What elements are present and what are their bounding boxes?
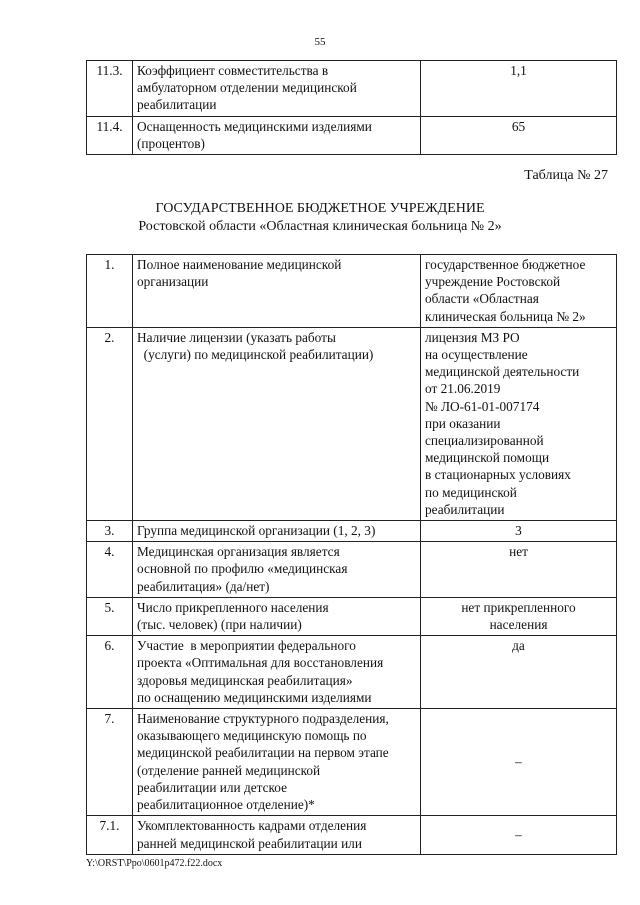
label-line: реабилитации или детское <box>137 779 288 795</box>
label-line: Наименование структурного подразделения, <box>137 711 389 727</box>
value-line: нет прикрепленного <box>461 599 576 615</box>
value-line: области «Областная <box>425 291 539 307</box>
table-row <box>87 542 617 598</box>
row-value <box>421 597 617 635</box>
value-line: реабилитации <box>425 501 505 517</box>
label-line: амбулаторном отделении медицинской <box>137 80 357 96</box>
label-line: здоровья медицинская реабилитация» <box>137 672 353 688</box>
value-line: клиническая больница № 2» <box>425 308 586 324</box>
value-line: на осуществление <box>425 347 528 363</box>
org-title-line: Ростовской области «Областная клиническая больница № 2» <box>138 219 502 234</box>
row-label <box>133 816 421 854</box>
table-row <box>87 636 617 709</box>
table-row <box>87 597 617 635</box>
row-value: 3 <box>421 521 617 542</box>
label-line: (отделение ранней медицинской <box>137 762 321 778</box>
label-line: Укомплектованность кадрами отделения <box>137 818 367 834</box>
label-line: Участие в мероприятии федерального <box>137 638 356 654</box>
table-row <box>87 255 617 328</box>
row-number: 4. <box>87 542 133 598</box>
label-line: Коэффициент совместительства в <box>137 63 329 78</box>
label-line: Оснащенность медицинскими изделиями <box>137 118 372 134</box>
value-line: специализированной <box>425 433 544 449</box>
row-number: 1. <box>87 255 133 328</box>
label-line: оказывающего медицинскую помощь по <box>137 728 367 744</box>
indicators-table-continued <box>86 60 617 155</box>
value-line: от 21.06.2019 <box>425 381 501 397</box>
value-line: государственное бюджетное <box>425 257 586 272</box>
label-line: ранней медицинской реабилитации или <box>137 835 362 851</box>
row-number: 5. <box>87 597 133 635</box>
row-value: нет <box>421 542 617 598</box>
row-value: 1,1 <box>421 61 617 117</box>
row-label <box>133 636 421 709</box>
row-number: 2. <box>87 327 133 520</box>
row-label <box>133 597 421 635</box>
value-line: учреждение Ростовской <box>425 274 561 290</box>
row-label <box>133 327 421 520</box>
row-number: 7.1. <box>87 816 133 854</box>
table-row <box>87 816 617 854</box>
value-line: по медицинской <box>425 484 517 500</box>
value-line: медицинской помощи <box>425 450 550 466</box>
file-path-footer: Y:\ORST\Ppo\0601p472.f22.docx <box>86 858 223 869</box>
organization-table <box>86 254 617 855</box>
table-caption: Таблица № 27 <box>524 168 608 183</box>
row-label <box>133 61 421 117</box>
row-value: – <box>421 709 617 816</box>
row-label <box>133 116 421 154</box>
row-value <box>421 255 617 328</box>
label-line: Число прикрепленного населения <box>137 599 329 615</box>
label-line: реабилитационное отделение)* <box>137 797 315 813</box>
label-line: по оснащению медицинскими изделиями <box>137 689 372 705</box>
row-label <box>133 255 421 328</box>
row-label <box>133 542 421 598</box>
label-line: проекта «Оптимальная для восстановления <box>137 655 384 671</box>
table-row <box>87 61 617 117</box>
row-number: 11.3. <box>87 61 133 117</box>
label-line: (тыс. человек) (при наличии) <box>137 617 302 633</box>
row-number: 7. <box>87 709 133 816</box>
value-line: лицензия МЗ РО <box>425 329 520 345</box>
table-row <box>87 521 617 542</box>
label-line: организации <box>137 274 209 290</box>
page-number: 55 <box>314 36 326 48</box>
row-number: 11.4. <box>87 116 133 154</box>
row-label <box>133 709 421 816</box>
row-value: 65 <box>421 116 617 154</box>
row-label <box>133 521 421 542</box>
value-line: в стационарных условиях <box>425 467 571 483</box>
label-line: реабилитация» (да/нет) <box>137 578 270 594</box>
label-line: (услуги) по медицинской реабилитации) <box>137 347 374 363</box>
table-row <box>87 116 617 154</box>
label-line: Группа медицинской организации (1, 2, 3) <box>137 523 376 539</box>
row-number: 3. <box>87 521 133 542</box>
table-row <box>87 327 617 520</box>
row-value <box>421 327 617 520</box>
value-line: № ЛО-61-01-007174 <box>425 398 540 414</box>
label-line: Наличие лицензии (указать работы <box>137 329 336 345</box>
label-line: реабилитации <box>137 97 217 113</box>
row-value: – <box>421 816 617 854</box>
value-line: медицинской деятельности <box>425 364 580 380</box>
label-line: Медицинская организация является <box>137 544 340 560</box>
label-line: основной по профилю «медицинская <box>137 561 348 577</box>
table-row <box>87 709 617 816</box>
value-line: при оказании <box>425 415 501 431</box>
organization-title <box>0 200 640 236</box>
row-number: 6. <box>87 636 133 709</box>
label-line: медицинской реабилитации на первом этапе <box>137 745 389 761</box>
label-line: (процентов) <box>137 135 205 151</box>
row-value: да <box>421 636 617 709</box>
org-title-line: ГОСУДАРСТВЕННОЕ БЮДЖЕТНОЕ УЧРЕЖДЕНИЕ <box>155 201 485 216</box>
value-line: населения <box>489 617 548 633</box>
label-line: Полное наименование медицинской <box>137 257 342 272</box>
